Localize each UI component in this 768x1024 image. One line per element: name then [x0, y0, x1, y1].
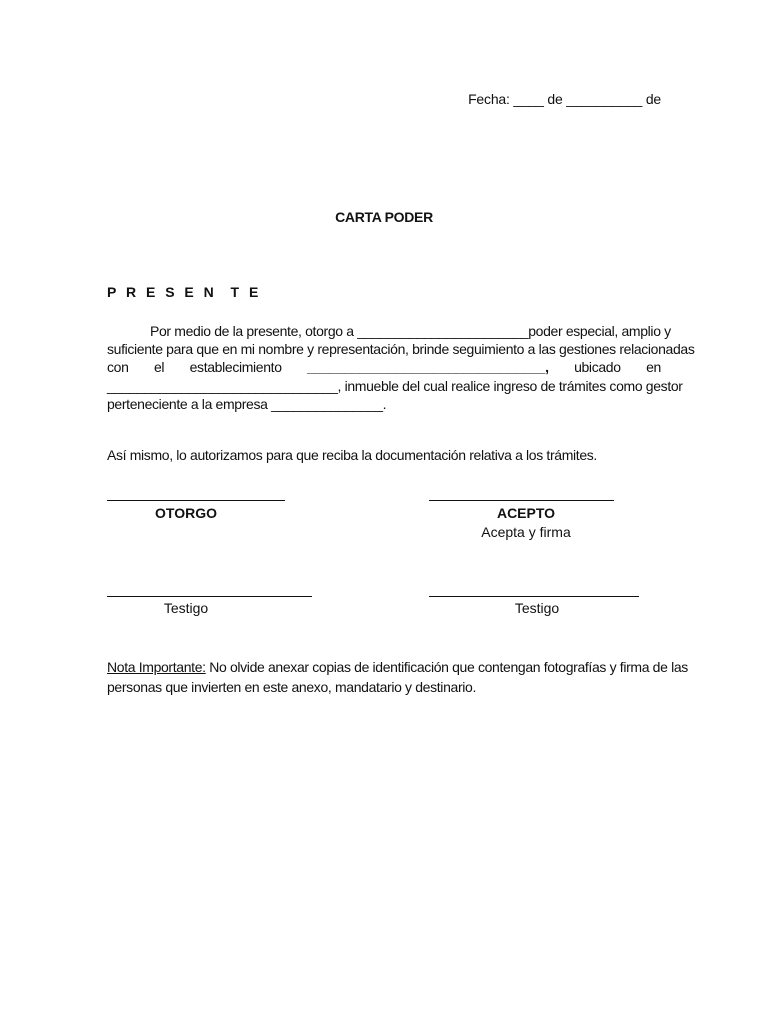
testigo-left-label: Testigo: [163, 600, 209, 616]
acepto-sublabel: Acepta y firma: [481, 524, 571, 540]
paragraph-line-1: [107, 322, 671, 340]
testigo-right-signature-line: [429, 596, 639, 597]
note-line-1: [107, 657, 688, 677]
paragraph-line-4: _______________________________, inmueble del cual realice ingreso de trámites como gestor: [107, 377, 683, 394]
paragraph-line-2: suficiente para que en mi nombre y representación, brinde seguimiento a las gestiones relacionadas: [107, 341, 695, 358]
paragraph-line-3: [107, 358, 661, 376]
addressee-heading: P R E S E N T E: [107, 284, 262, 300]
note-label: Nota Importante:: [107, 659, 206, 675]
document-title: CARTA PODER: [335, 209, 433, 225]
acepto-signature-line: [429, 500, 614, 501]
important-note: [107, 657, 688, 697]
note-line-2: personas que invierten en este anexo, mandatario y destinario.: [107, 679, 476, 695]
date-line: Fecha: ____ de __________ de: [468, 91, 661, 107]
second-paragraph: Así mismo, lo autorizamos para que reciba la documentación relativa a los trámites.: [107, 447, 597, 463]
paragraph-line-1-text: Por medio de la presente, otorgo a _______________________poder especial, amplio y: [150, 323, 671, 339]
paragraph-line-3-text: con el establecimiento: [107, 359, 282, 376]
paragraph-line-3-tail: ubicado en: [574, 359, 661, 376]
otorgo-signature-line: [107, 500, 285, 501]
main-paragraph: [107, 322, 695, 413]
otorgo-label: OTORGO: [155, 505, 217, 521]
paragraph-line-5: perteneciente a la empresa _______________.: [107, 395, 387, 412]
note-line-1-text: No olvide anexar copias de identificación que contengan fotografías y firma de las: [205, 659, 688, 675]
testigo-right-label: Testigo: [514, 600, 560, 616]
establishment-blank: ________________________________,: [307, 359, 549, 376]
acepto-label: ACEPTO: [496, 505, 556, 521]
testigo-left-signature-line: [107, 596, 312, 597]
